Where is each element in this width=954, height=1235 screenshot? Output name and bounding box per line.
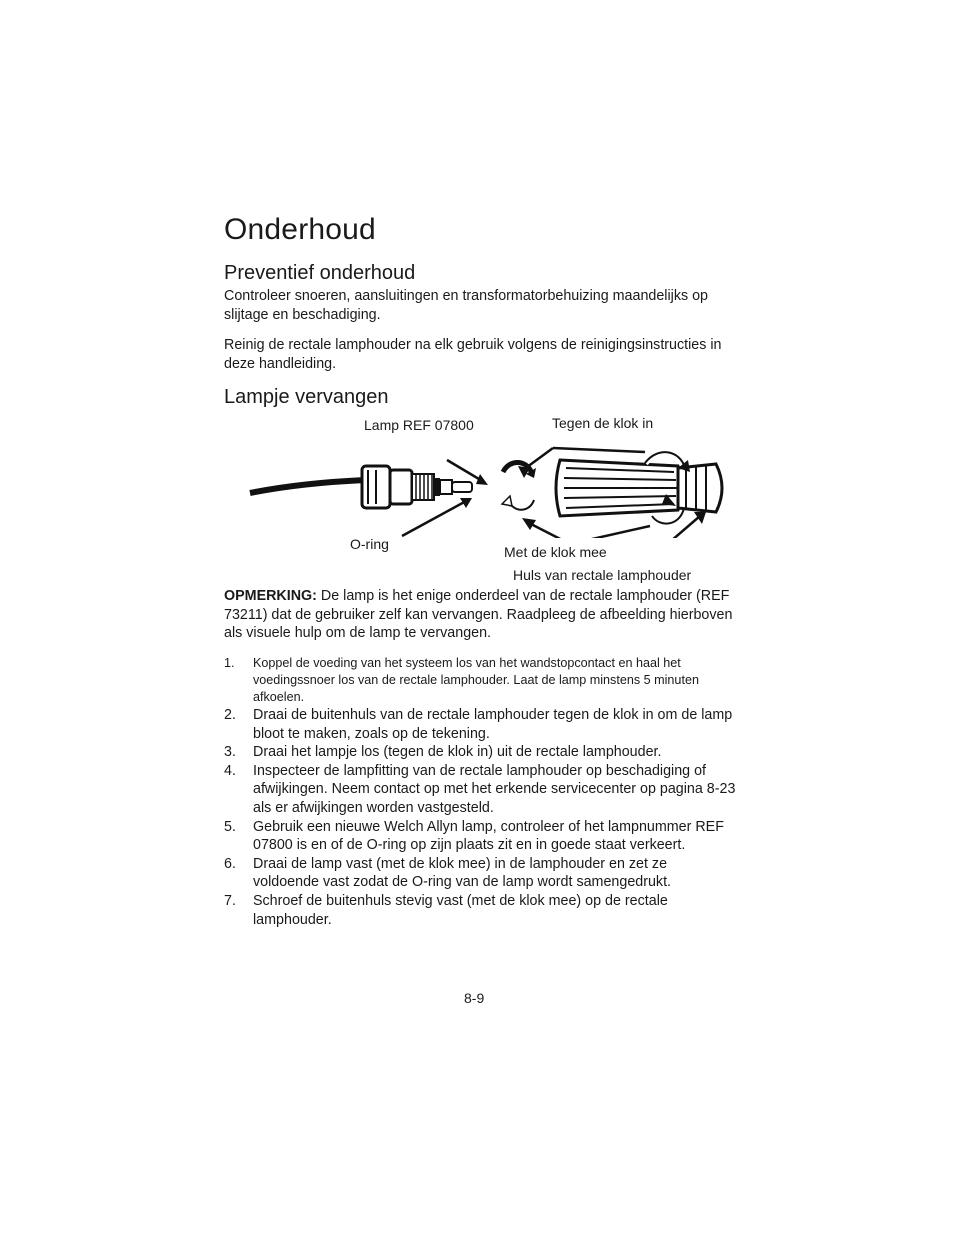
power-cord xyxy=(250,480,365,493)
step-item: 6. Draai de lamp vast (met de klok mee) in de lamphouder en zet ze voldoende vast zodat de O-ring van de lamp wordt samengedrukt. xyxy=(224,855,672,891)
preventive-paragraph-2: Reinig de rectale lamphouder na elk gebruik volgens de reinigingsinstructies in deze handleiding. xyxy=(224,337,722,372)
section-heading-preventive: Preventief onderhoud xyxy=(224,262,416,284)
step-item: 3. Draai het lampje los (tegen de klok in) uit de rectale lamphouder. xyxy=(224,744,662,761)
step-item: 4. Inspecteer de lampfitting van de rectale lamphouder op beschadiging of afwijkingen. Neem contact op met het erkende servicecenter op pagina 8-23 als er afwijkingen worden vastgesteld. xyxy=(224,762,736,816)
step-item: 2. Draai de buitenhuls van de rectale lamphouder tegen de klok in om de lamp bloot te maken, zoals op de tekening. xyxy=(224,707,733,742)
figure-label-counterclockwise: Tegen de klok in xyxy=(552,415,654,431)
note-label: OPMERKING: xyxy=(224,588,317,604)
pointer-clockwise xyxy=(527,522,570,538)
figure-label-clockwise: Met de klok mee xyxy=(504,544,607,560)
section-heading-lamp: Lampje vervangen xyxy=(224,386,389,408)
lamp-replacement-illustration xyxy=(240,438,740,538)
figure-label-lamp-ref: Lamp REF 07800 xyxy=(364,417,474,433)
note-text: De lamp is het enige onderdeel van de rectale lamphouder (REF 73211) dat de gebruiker zelf kan vervangen. Raadpleeg de afbeelding hierboven als visuele hulp om de lamp te vervangen. xyxy=(224,588,733,641)
page-number: 8-9 xyxy=(464,990,485,1006)
instruction-steps xyxy=(224,655,736,929)
step-item: 7. Schroef de buitenhuls stevig vast (met de klok mee) op de rectale lamphouder. xyxy=(224,892,668,928)
step-item: 5. Gebruik een nieuwe Welch Allyn lamp, controleer of het lampnummer REF 07800 is en of de O-ring op zijn plaats zit en in goede staat verkeert. xyxy=(224,818,724,854)
lamp-bulb xyxy=(452,482,472,492)
pointer-counterclockwise xyxy=(523,448,553,470)
step-item: 1. Koppel de voeding van het systeem los van het wandstopcontact en haal het voedingssnoer los van de rectale lamphouder. Laat de lamp minstens 5 minuten afkoelen. xyxy=(224,656,699,704)
page-title: Onderhoud xyxy=(224,213,376,246)
connector-collar xyxy=(390,470,412,504)
preventive-paragraph-1: Controleer snoeren, aansluitingen en transformatorbehuizing maandelijks op slijtage en beschadiging. xyxy=(224,288,708,323)
figure-label-housing: Huls van rectale lamphouder xyxy=(513,567,692,583)
pointer-oring xyxy=(402,500,468,536)
figure-label-oring: O-ring xyxy=(350,536,389,552)
note-paragraph xyxy=(224,587,734,643)
